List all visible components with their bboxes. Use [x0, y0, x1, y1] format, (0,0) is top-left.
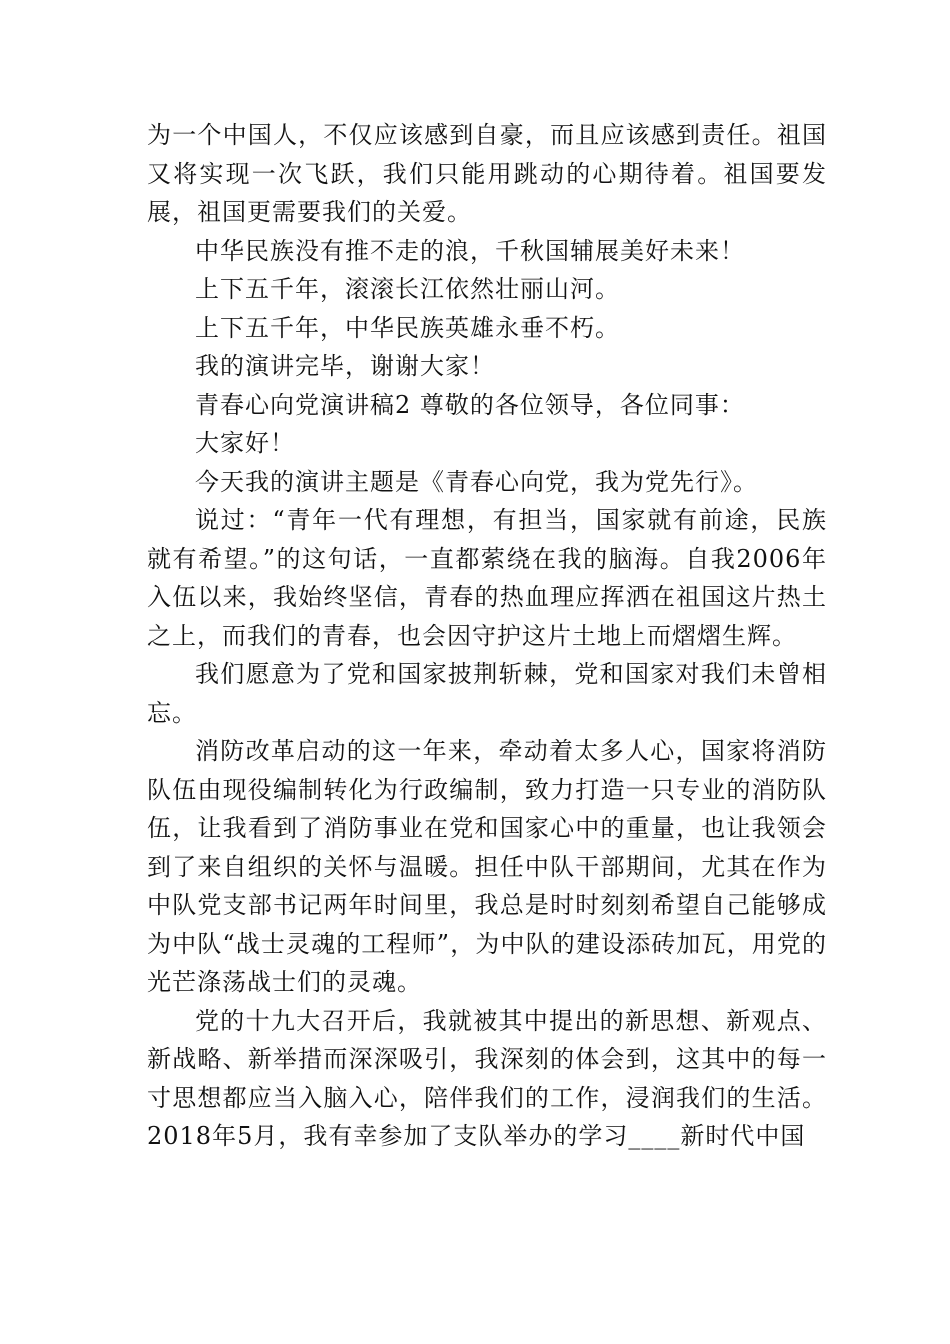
paragraph: 消防改革启动的这一年来，牵动着太多人心，国家将消防队伍由现役编制转化为行政编制，致力打造一只专业的消防队伍，让我看到了消防事业在党和国家心中的重量，也让我领会到了来自组织的关怀与温暖。担任中队干部期间，尤其在作为中队党支部书记两年时间里，我总是时时刻刻希望自己能够成为中队“战士灵魂的工程师”，为中队的建设添砖加瓦，用党的光芒涤荡战士们的灵魂。: [147, 737, 827, 996]
paragraph: 我们愿意为了党和国家披荆斩棘，党和国家对我们未曾相忘。: [147, 660, 827, 727]
paragraph: 今天我的演讲主题是《青春心向党，我为党先行》。: [195, 467, 758, 496]
paragraph: 上下五千年，滚滚长江依然壮丽山河。: [195, 275, 620, 303]
paragraph-heading: 青春心向党演讲稿2 尊敬的各位领导，各位同事：: [195, 390, 745, 419]
paragraph: 上下五千年，中华民族英雄永垂不朽。: [195, 313, 620, 342]
document-page: [147, 116, 827, 1156]
paragraph: 党的十九大召开后，我就被其中提出的新思想、新观点、新战略、新举措而深深吸引，我深刻的体会到，这其中的每一寸思想都应当入脑入心，陪伴我们的工作，浸润我们的生活。2018年5月，我有幸参加了支队举办的学习____新时代中国: [147, 1006, 827, 1150]
paragraph: 我的演讲完毕，谢谢大家！: [195, 352, 495, 380]
paragraph-continued: 为一个中国人，不仅应该感到自豪，而且应该感到责任。祖国又将实现一次飞跃，我们只能用跳动的心期待着。祖国要发展，祖国更需要我们的关爱。: [147, 121, 827, 226]
paragraph-greeting: 大家好！: [195, 429, 295, 457]
paragraph: 中华民族没有推不走的浪，千秋国辅展美好未来！: [195, 236, 745, 265]
paragraph: 说过：“青年一代有理想，有担当，国家就有前途，民族就有希望。”的这句话，一直都萦绕在我的脑海。自我2006年入伍以来，我始终坚信，青春的热血理应挥洒在祖国这片热土之上，而我们的青春，也会因守护这片土地上而熠熠生辉。: [147, 506, 827, 650]
